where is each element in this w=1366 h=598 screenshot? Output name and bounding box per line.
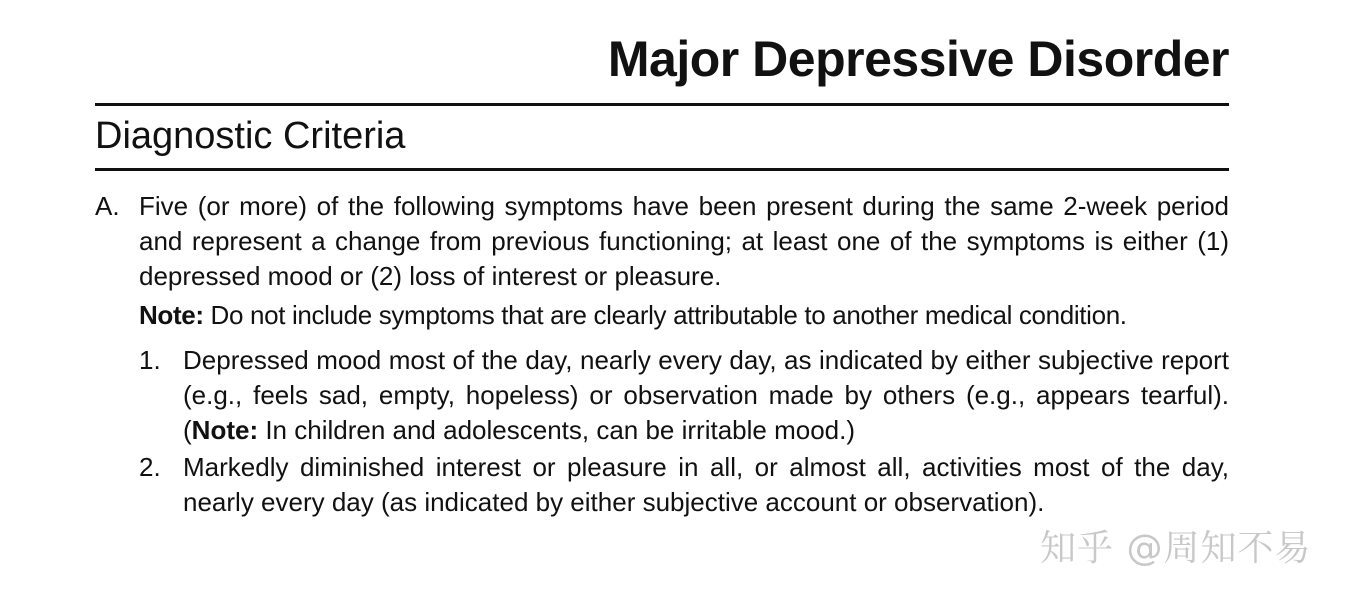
watermark: 知乎 @周知不易 <box>1040 528 1312 569</box>
criterion-text: Five (or more) of the following symptoms have been present during the same 2-week period and represent a change from previous functioning; at least one of the symptoms is either (1) depressed mood or (2) loss of interest or pleasure. <box>139 191 1229 291</box>
document-page <box>95 0 1229 598</box>
inline-note-text: In children and adolescents, can be irritable mood.) <box>258 415 856 445</box>
bottom-divider <box>95 168 1229 171</box>
list-item-number: 1. <box>139 345 161 375</box>
list-item <box>139 450 1229 520</box>
list-item-text: Depressed mood most of the day, nearly every day, as indicated by either subjective report (e.g., feels sad, empty, hopeless) or observation made by others (e.g., appears tearful). ( <box>183 345 1229 445</box>
top-divider <box>95 103 1229 106</box>
criterion-a <box>95 189 1229 522</box>
inline-note-label: Note: <box>191 415 259 445</box>
symptom-list <box>139 343 1229 520</box>
list-item <box>139 343 1229 448</box>
page-title: Major Depressive Disorder <box>607 31 1229 87</box>
list-item-number: 2. <box>139 452 161 482</box>
criterion-note <box>139 298 1229 333</box>
note-label: Note: <box>139 300 204 330</box>
section-heading: Diagnostic Criteria <box>95 115 406 157</box>
criterion-letter: A. <box>95 191 120 221</box>
list-item-text: Markedly diminished interest or pleasure in all, or almost all, activities most of the day, nearly every day (as indicated by either subjective account or observation). <box>183 452 1229 517</box>
note-text: Do not include symptoms that are clearly attributable to another medical condition. <box>203 300 1127 330</box>
